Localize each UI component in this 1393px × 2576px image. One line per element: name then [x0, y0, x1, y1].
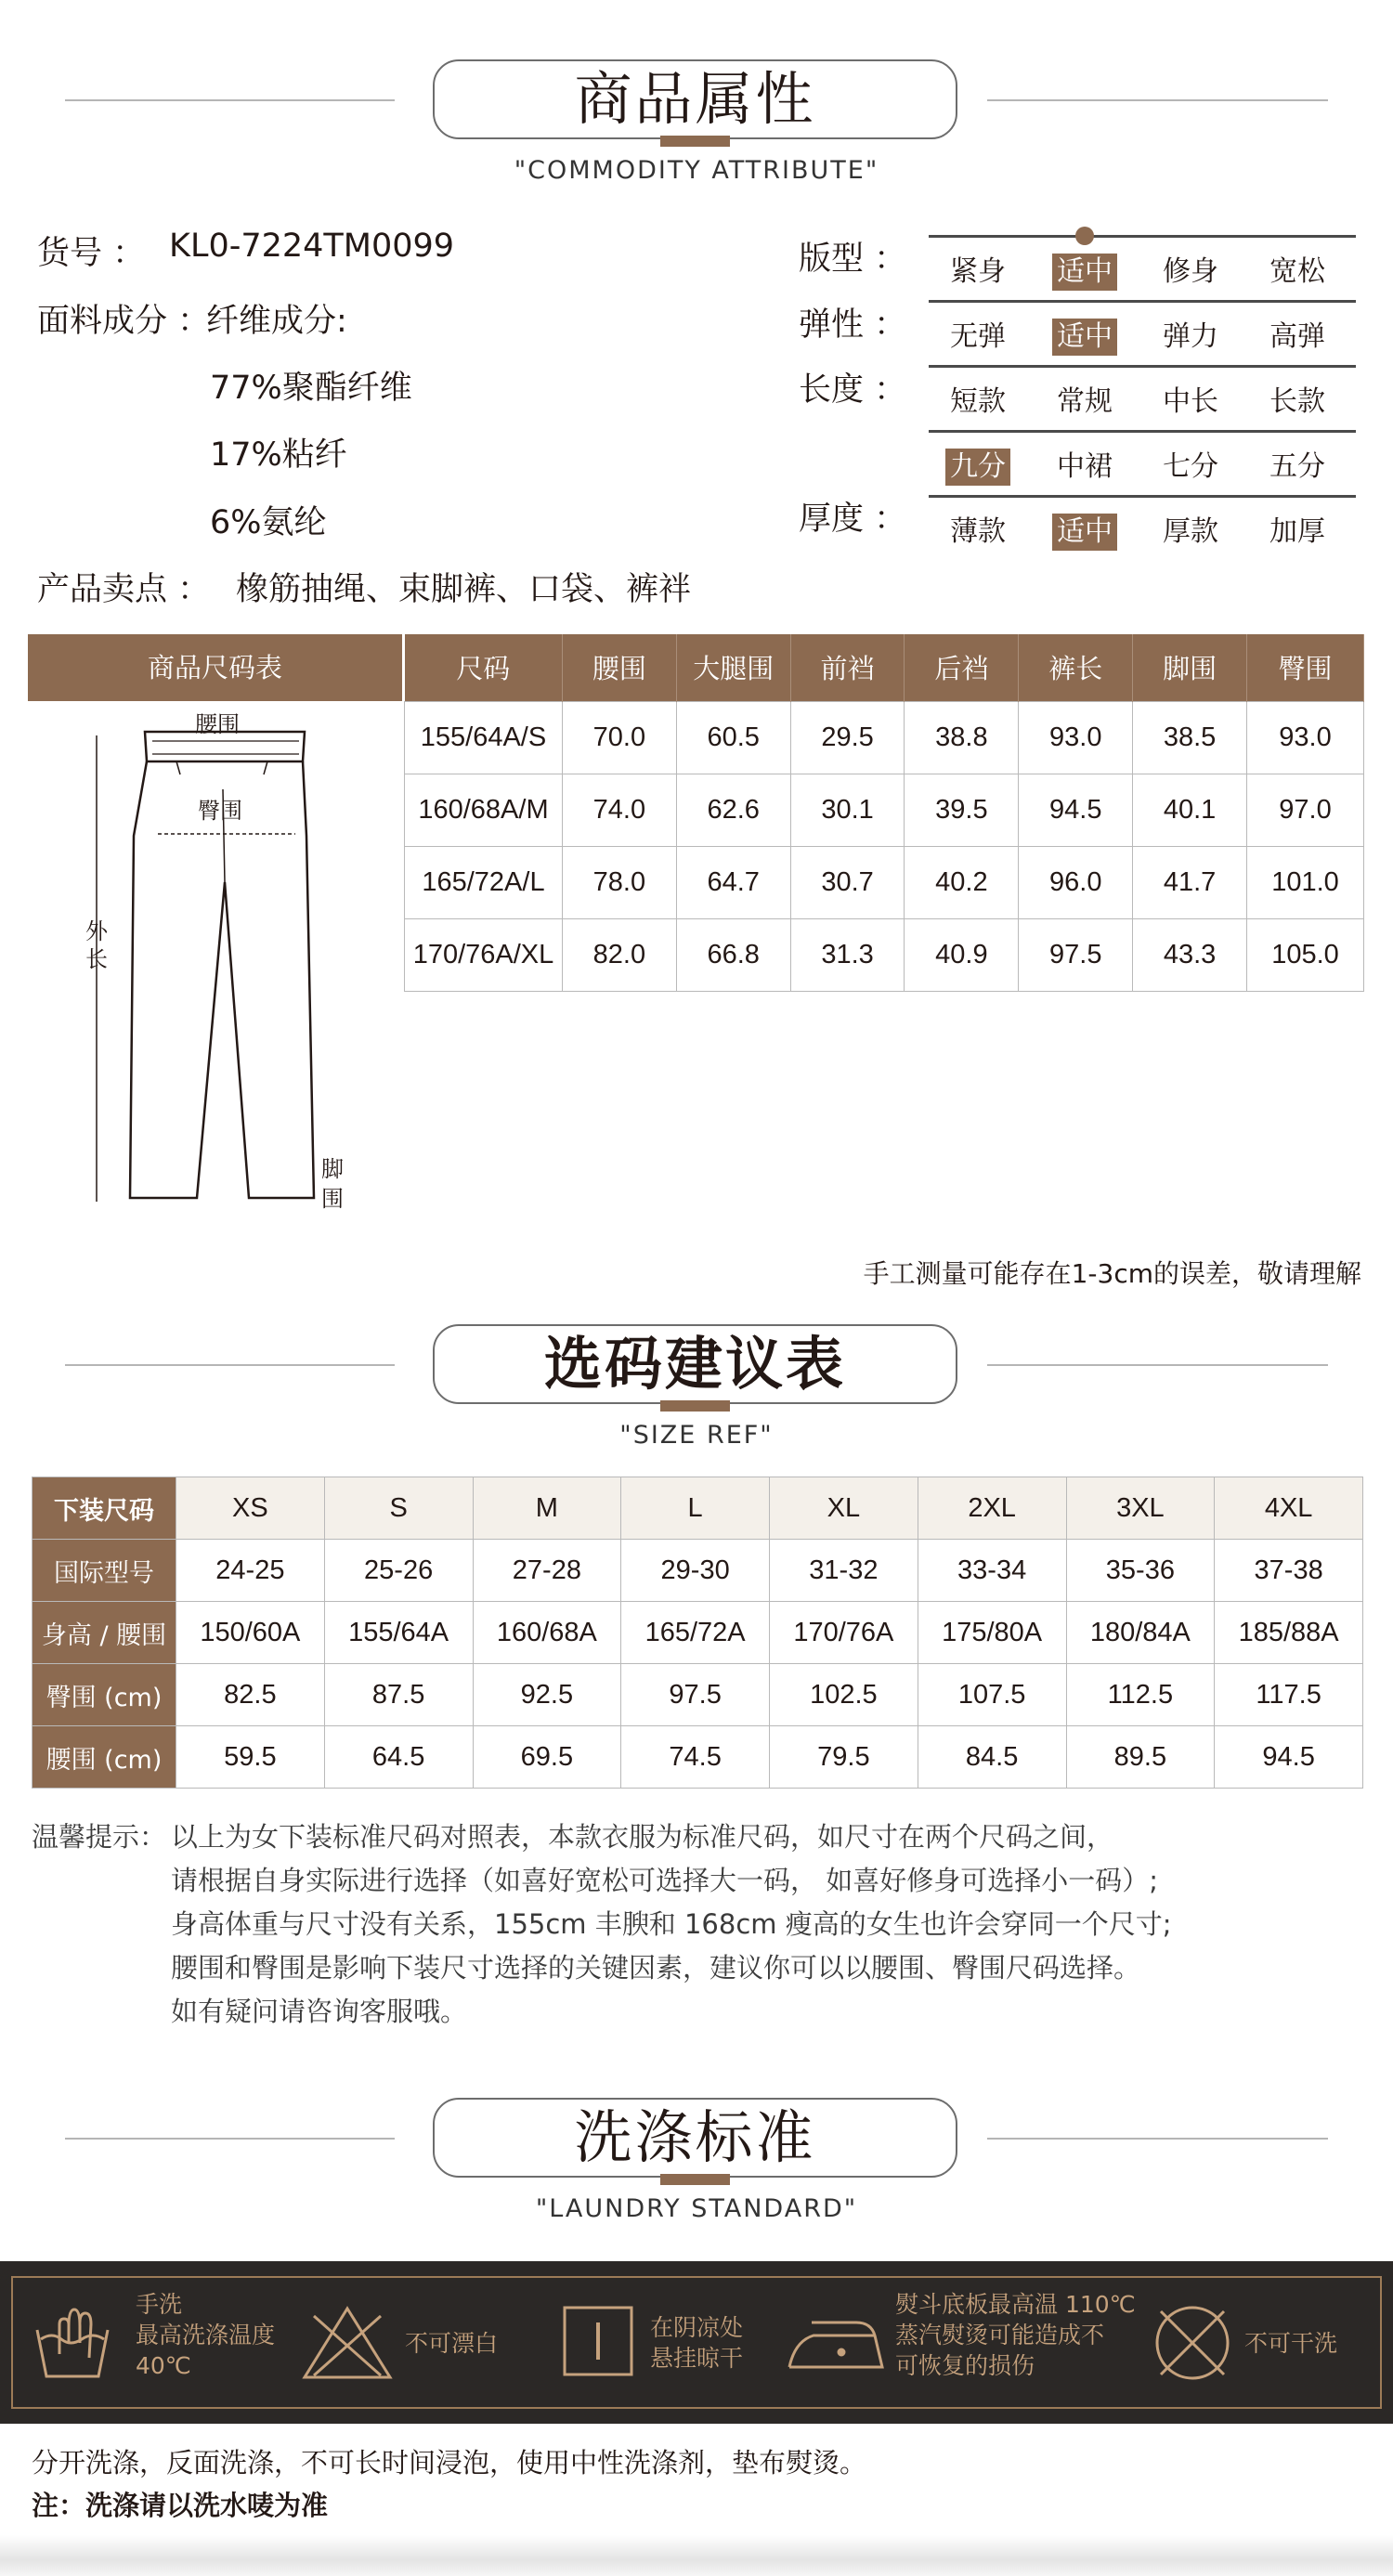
table-cell: 29.5	[790, 701, 905, 774]
stretch-option: 弹力	[1163, 320, 1218, 353]
stretch-options	[929, 300, 1356, 365]
waist-label: 腰围	[195, 711, 240, 737]
table-cell: 92.5	[473, 1664, 621, 1726]
fit-label: 版型 ：	[799, 241, 907, 278]
column-header: 脚围	[1133, 634, 1247, 701]
tips-lead: 温馨提示：	[32, 1821, 167, 1853]
length-option: 短款	[950, 385, 1006, 418]
laundry-line: 最高洗涤温度	[136, 2322, 276, 2348]
table-row	[405, 846, 1364, 918]
table-cell: 170/76A/XL	[405, 918, 563, 991]
column-header: 臀围	[1247, 634, 1364, 701]
row-header: 下装尺码	[33, 1477, 176, 1540]
table-cell: 94.5	[1215, 1726, 1363, 1789]
table-cell: 69.5	[473, 1726, 621, 1789]
selling-label: 产品卖点 ：	[37, 571, 211, 608]
measurement-note: 手工测量可能存在1-3cm的误差，敬请理解	[863, 1258, 1361, 1289]
table-cell: 101.0	[1247, 846, 1364, 918]
table-cell: 40.1	[1133, 774, 1247, 846]
row-header: 腰围 (cm)	[33, 1726, 176, 1789]
option-line	[929, 495, 1356, 498]
pants-diagram-icon	[84, 715, 362, 1216]
fit-option: 修身	[1163, 255, 1218, 288]
length-option: 长款	[1269, 385, 1325, 418]
length-option: 五分	[1269, 450, 1325, 483]
table-cell: 96.0	[1019, 846, 1133, 918]
tips-line: 腰围和臀围是影响下装尺寸选择的关键因素，建议你可以以腰围、臀围尺码选择。	[171, 1952, 1141, 1984]
laundry-line: 可恢复的损伤	[895, 2352, 1035, 2379]
size-table-header-row	[405, 634, 1364, 701]
laundry-line: 蒸汽熨烫可能造成不	[895, 2322, 1105, 2348]
divider-line	[987, 99, 1328, 101]
table-cell: 3XL	[1066, 1477, 1215, 1540]
table-cell: 150/60A	[176, 1602, 325, 1664]
laundry-text	[136, 2289, 275, 2381]
row-header: 身高 / 腰围	[33, 1602, 176, 1664]
table-cell: 170/76A	[770, 1602, 918, 1664]
length-option: 七分	[1163, 450, 1218, 483]
table-cell: 89.5	[1066, 1726, 1215, 1789]
table-row	[33, 1664, 1363, 1726]
tips-lines	[171, 1815, 1172, 2034]
foot-label: 脚围	[321, 1156, 344, 1212]
size-ref-table	[32, 1477, 1363, 1789]
laundry-line: 40℃	[136, 2352, 191, 2379]
iron-icon	[786, 2315, 888, 2373]
table-cell: 33-34	[918, 1540, 1066, 1602]
table-cell: 62.6	[676, 774, 790, 846]
table-cell: 37-38	[1215, 1540, 1363, 1602]
laundry-line: 在阴凉处	[650, 2314, 744, 2341]
row-header: 国际型号	[33, 1540, 176, 1602]
table-cell: 24-25	[176, 1540, 325, 1602]
stretch-option: 高弹	[1269, 320, 1325, 353]
section-title: 商品属性	[574, 65, 816, 133]
selection-dot-icon	[1075, 227, 1094, 245]
table-cell: 2XL	[918, 1477, 1066, 1540]
table-cell: 82.5	[176, 1664, 325, 1726]
table-cell: 35-36	[1066, 1540, 1215, 1602]
table-cell: L	[621, 1477, 770, 1540]
table-cell: 87.5	[324, 1664, 473, 1726]
divider-line	[65, 1364, 395, 1366]
thickness-label: 厚度 ：	[799, 501, 907, 538]
fit-option: 宽松	[1269, 255, 1325, 288]
table-cell: 185/88A	[1215, 1602, 1363, 1664]
table-cell: 107.5	[918, 1664, 1066, 1726]
table-cell: 74.0	[562, 774, 676, 846]
table-cell: 41.7	[1133, 846, 1247, 918]
section-subtitle: "COMMODITY ATTRIBUTE"	[514, 156, 879, 185]
table-cell: 180/84A	[1066, 1602, 1215, 1664]
section-title: 选码建议表	[543, 1330, 846, 1398]
table-cell: 60.5	[676, 701, 790, 774]
length-option: 中长	[1163, 385, 1218, 418]
table-cell: 97.5	[621, 1664, 770, 1726]
thickness-option: 加厚	[1269, 515, 1325, 548]
table-cell: 165/72A	[621, 1602, 770, 1664]
table-cell: 38.8	[905, 701, 1019, 774]
row-header: 臀围 (cm)	[33, 1664, 176, 1726]
outer-length-label: 外长	[85, 918, 108, 972]
table-row	[33, 1602, 1363, 1664]
table-cell: 70.0	[562, 701, 676, 774]
length-label: 长度 ：	[799, 371, 907, 409]
table-row	[405, 701, 1364, 774]
length-options-1	[929, 365, 1356, 430]
laundry-line: 不可干洗	[1244, 2330, 1338, 2357]
table-cell: 31-32	[770, 1540, 918, 1602]
table-cell: 38.5	[1133, 701, 1247, 774]
divider-line	[65, 2138, 395, 2140]
stretch-option-selected: 适中	[1052, 319, 1117, 356]
laundry-text	[895, 2289, 1136, 2381]
thickness-option-selected: 适中	[1052, 514, 1117, 551]
title-underline-bar	[660, 136, 730, 147]
table-cell: 64.7	[676, 846, 790, 918]
table-cell: 78.0	[562, 846, 676, 918]
table-cell: 165/72A/L	[405, 846, 563, 918]
stretch-label: 弹性 ：	[799, 306, 907, 344]
table-cell: 97.0	[1247, 774, 1364, 846]
fit-option-selected: 适中	[1052, 254, 1117, 291]
thickness-option: 薄款	[950, 515, 1006, 548]
section-title: 洗涤标准	[574, 2103, 816, 2171]
length-options-2	[929, 430, 1356, 495]
length-option: 常规	[1057, 385, 1113, 418]
table-cell: 31.3	[790, 918, 905, 991]
page-bottom-shadow	[0, 2535, 1393, 2576]
option-line	[929, 300, 1356, 303]
option-line	[929, 235, 1356, 238]
table-cell: XL	[770, 1477, 918, 1540]
laundry-text	[405, 2328, 498, 2359]
table-cell: 64.5	[324, 1726, 473, 1789]
table-cell: 97.5	[1019, 918, 1133, 991]
table-cell: 160/68A/M	[405, 774, 563, 846]
option-line	[929, 365, 1356, 368]
divider-line	[987, 1364, 1328, 1366]
fabric-line: 6%氨纶	[210, 504, 327, 541]
divider-line	[65, 99, 395, 101]
care-text: 分开洗涤，反面洗涤，不可长时间浸泡，使用中性洗涤剂，垫布熨烫。	[32, 2447, 867, 2478]
table-cell: 84.5	[918, 1726, 1066, 1789]
stretch-option: 无弹	[950, 320, 1006, 353]
tips-line: 身高体重与尺寸没有关系，155cm 丰腴和 168cm 瘦高的女生也许会穿同一个尺寸;	[171, 1908, 1172, 1940]
length-option-selected: 九分	[945, 449, 1010, 486]
table-row	[33, 1477, 1363, 1540]
table-row	[405, 918, 1364, 991]
fabric-line: 17%粘纤	[210, 436, 347, 474]
laundry-line: 悬挂晾干	[650, 2345, 744, 2372]
item-no-value: KL0-7224TM0099	[169, 228, 455, 265]
tips-line: 如有疑问请咨询客服哦。	[171, 1996, 468, 2027]
table-row	[405, 774, 1364, 846]
title-underline-bar	[660, 1400, 730, 1412]
table-cell: 43.3	[1133, 918, 1247, 991]
laundry-text	[650, 2312, 743, 2374]
thickness-options	[929, 495, 1356, 560]
divider-line	[987, 2138, 1328, 2140]
table-cell: 27-28	[473, 1540, 621, 1602]
length-option: 中裙	[1057, 450, 1113, 483]
laundry-section-header	[0, 2098, 1393, 2237]
size-table-left-header: 商品尺码表	[28, 634, 404, 701]
table-cell: 29-30	[621, 1540, 770, 1602]
table-cell: XS	[176, 1477, 325, 1540]
table-cell: 175/80A	[918, 1602, 1066, 1664]
hand-wash-icon	[33, 2302, 111, 2382]
table-cell: 66.8	[676, 918, 790, 991]
column-header: 后裆	[905, 634, 1019, 701]
table-cell: 30.7	[790, 846, 905, 918]
table-cell: 82.0	[562, 918, 676, 991]
size-table	[404, 634, 1364, 992]
thickness-option: 厚款	[1163, 515, 1218, 548]
table-cell: M	[473, 1477, 621, 1540]
table-cell: 40.9	[905, 918, 1019, 991]
table-cell: 39.5	[905, 774, 1019, 846]
no-dry-clean-icon	[1152, 2302, 1233, 2384]
table-cell: 105.0	[1247, 918, 1364, 991]
table-cell: 79.5	[770, 1726, 918, 1789]
column-header: 裤长	[1019, 634, 1133, 701]
shade-dry-icon	[561, 2304, 635, 2378]
fabric-head: 纤维成分:	[206, 303, 347, 340]
column-header: 大腿围	[676, 634, 790, 701]
table-row	[33, 1726, 1363, 1789]
tips-line: 以上为女下装标准尺码对照表，本款衣服为标准尺码，如尺寸在两个尺码之间，	[171, 1821, 1114, 1853]
table-cell: 93.0	[1019, 701, 1133, 774]
column-header: 腰围	[562, 634, 676, 701]
laundry-line: 不可漂白	[405, 2330, 499, 2357]
selling-points: 橡筋抽绳、束脚裤、口袋、裤袢	[236, 571, 692, 608]
column-header: 尺码	[405, 634, 563, 701]
item-no-label: 货号 ：	[37, 235, 146, 272]
table-cell: 4XL	[1215, 1477, 1363, 1540]
table-row	[33, 1540, 1363, 1602]
laundry-line: 熨斗底板最高温 110℃	[895, 2291, 1136, 2318]
hip-label: 臀围	[198, 798, 242, 824]
tips-line: 请根据自身实际进行选择（如喜好宽松可选择大一码， 如喜好修身可选择小一码）;	[171, 1865, 1158, 1896]
size-ref-section-header	[0, 1324, 1393, 1464]
care-note: 注：洗涤请以洗水唛为准	[32, 2490, 329, 2521]
fit-options	[929, 235, 1356, 300]
table-cell: 59.5	[176, 1726, 325, 1789]
laundry-text	[1244, 2328, 1337, 2359]
table-cell: 40.2	[905, 846, 1019, 918]
table-cell: 112.5	[1066, 1664, 1215, 1726]
title-underline-bar	[660, 2174, 730, 2185]
table-cell: 102.5	[770, 1664, 918, 1726]
table-cell: 30.1	[790, 774, 905, 846]
table-cell: 117.5	[1215, 1664, 1363, 1726]
table-cell: 74.5	[621, 1726, 770, 1789]
laundry-band	[0, 2261, 1393, 2424]
table-cell: 93.0	[1247, 701, 1364, 774]
laundry-line: 手洗	[136, 2291, 183, 2318]
table-cell: S	[324, 1477, 473, 1540]
section-subtitle: "LAUNDRY STANDARD"	[535, 2194, 858, 2223]
option-line	[929, 430, 1356, 433]
table-cell: 25-26	[324, 1540, 473, 1602]
fit-option: 紧身	[950, 255, 1006, 288]
fabric-label: 面料成分 ：	[37, 303, 211, 340]
commodity-section-header	[0, 59, 1393, 199]
fabric-line: 77%聚酯纤维	[210, 370, 412, 407]
no-bleach-icon	[301, 2305, 394, 2381]
section-subtitle: "SIZE REF"	[619, 1421, 774, 1450]
table-cell: 94.5	[1019, 774, 1133, 846]
table-cell: 155/64A	[324, 1602, 473, 1664]
table-cell: 160/68A	[473, 1602, 621, 1664]
column-header: 前裆	[790, 634, 905, 701]
table-cell: 155/64A/S	[405, 701, 563, 774]
